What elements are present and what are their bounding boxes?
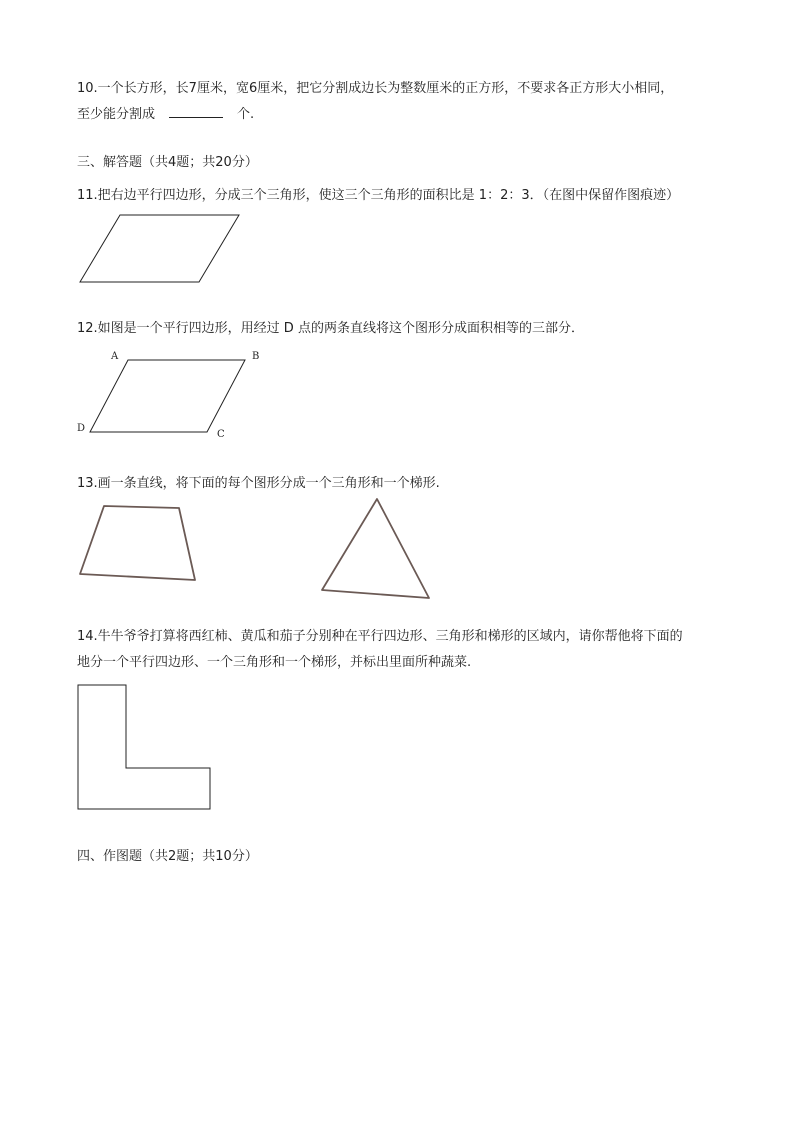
section-4-title: 四、作图题（共2题；共10分） [77, 849, 258, 864]
label-c: C [217, 429, 225, 440]
label-b: B [252, 351, 260, 362]
q13-trapezoid [80, 506, 195, 580]
q11-parallelogram [80, 215, 239, 282]
q11-text: 11.把右边平行四边形，分成三个三角形，使这三个三角形的面积比是 1：2：3．（在图中保留作图痕迹） [77, 188, 680, 203]
q13-text: 13.画一条直线，将下面的每个图形分成一个三角形和一个梯形. [77, 476, 440, 491]
q10-line1: 10.一个长方形，长7厘米，宽6厘米，把它分割成边长为整数厘米的正方形，不要求各正方形大小相同， [77, 81, 674, 96]
q10-line2 [77, 105, 254, 124]
q12-text: 12.如图是一个平行四边形，用经过 D 点的两条直线将这个图形分成面积相等的三部分． [77, 321, 584, 336]
q10-line2-prefix: 至少能分割成 [77, 107, 156, 122]
label-a: A [111, 351, 119, 362]
q10-line2-suffix: 个. [237, 107, 255, 122]
section-3-title: 三、解答题（共4题；共20分） [77, 155, 258, 170]
q13-triangle [322, 499, 429, 598]
q14-line1: 14.牛牛爷爷打算将西红柿、黄瓜和茄子分别种在平行四边形、三角形和梯形的区域内，请你帮他将下面的 [77, 629, 683, 644]
q14-l-shape [78, 685, 210, 809]
answer-blank[interactable] [169, 105, 223, 118]
q14-line2: 地分一个平行四边形、一个三角形和一个梯形，并标出里面所种蔬菜. [77, 655, 472, 670]
q12-parallelogram [90, 360, 245, 432]
label-d: D [77, 423, 86, 434]
